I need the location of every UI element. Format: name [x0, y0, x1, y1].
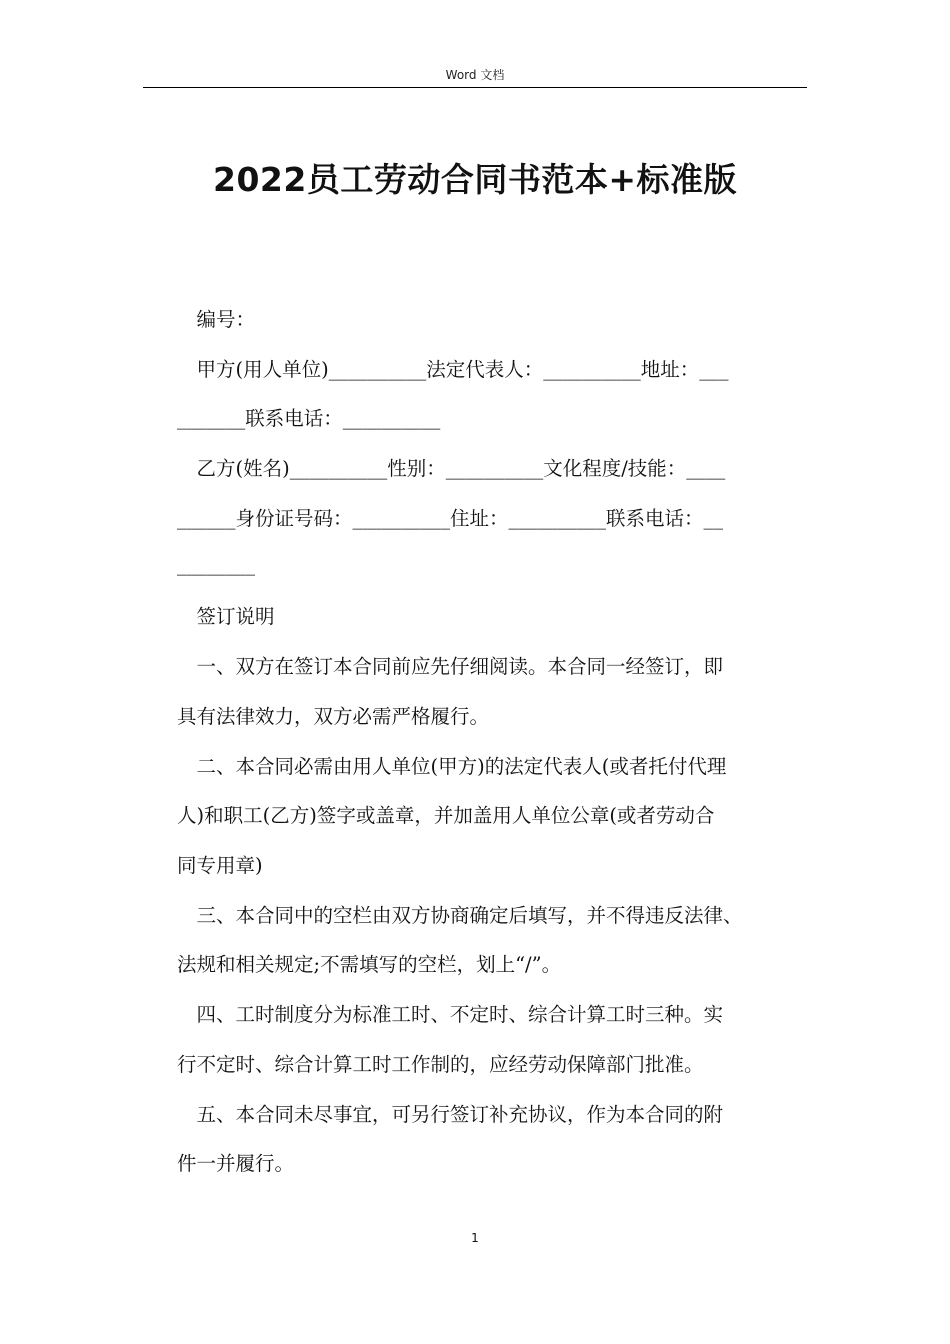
text-line: 同专用章) — [177, 854, 263, 877]
text-line: 三、本合同中的空栏由双方协商确定后填写，并不得违反法律、 — [177, 904, 743, 927]
text-line: 二、本合同必需由用人单位(甲方)的法定代表人(或者托付代理 — [177, 755, 727, 778]
text-line: 签订说明 — [177, 605, 275, 628]
text-line: 编号： — [177, 308, 256, 331]
text-line: ________ — [177, 553, 255, 576]
header-divider — [143, 87, 807, 88]
text-line: 行不定时、综合计算工时工作制的，应经劳动保障部门批准。 — [177, 1053, 704, 1076]
document-title: 2022员工劳动合同书范本+标准版 — [213, 160, 737, 199]
text-line: 乙方(姓名)__________性别：__________文化程度/技能：____ — [177, 457, 726, 480]
text-line: 甲方(用人单位)__________法定代表人：__________地址：___ — [177, 358, 729, 381]
page-number: 1 — [471, 1231, 479, 1245]
text-line: 人)和职工(乙方)签字或盖章，并加盖用人单位公章(或者劳动合 — [177, 804, 715, 827]
text-line: _______联系电话：__________ — [177, 407, 441, 430]
text-line: 具有法律效力，双方必需严格履行。 — [177, 705, 490, 728]
text-line: 五、本合同未尽事宜，可另行签订补充协议，作为本合同的附 — [177, 1103, 724, 1126]
text-line: 件一并履行。 — [177, 1152, 295, 1175]
text-line: 四、工时制度分为标准工时、不定时、综合计算工时三种。实 — [177, 1003, 724, 1026]
text-line: 一、双方在签订本合同前应先仔细阅读。本合同一经签订，即 — [177, 655, 724, 678]
text-line: ______身份证号码：__________住址：__________联系电话：__ — [177, 507, 724, 530]
page-header: Word 文档 — [445, 68, 505, 82]
text-line: 法规和相关规定;不需填写的空栏，划上“/”。 — [177, 953, 562, 976]
